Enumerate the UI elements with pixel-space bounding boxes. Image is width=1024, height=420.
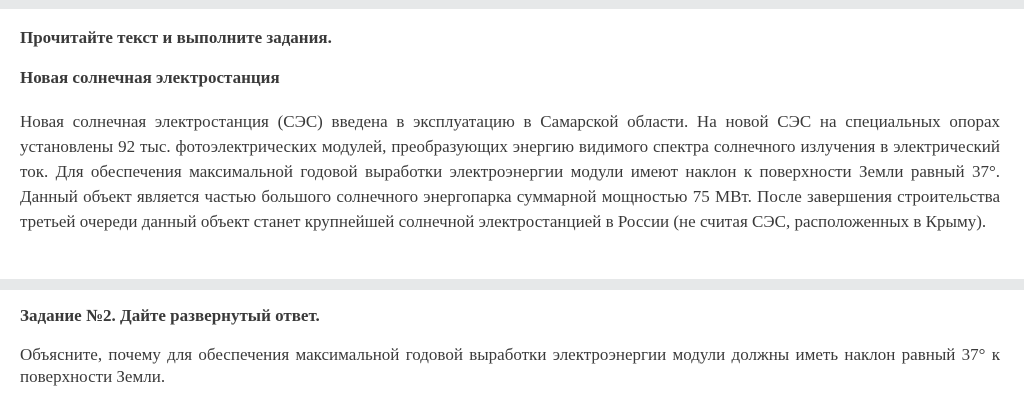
reading-panel	[0, 9, 1024, 279]
task-panel	[0, 290, 1024, 420]
article-body: Новая солнечная электростанция (СЭС) введена в эксплуатацию в Самарской области. На новой СЭС на специальных опорах установлены 92 тыс. фотоэлектрических модулей, преобразующих энергию видимого спектра солнечного излучения в электрический ток. Для обеспечения максимальной годовой выработки электроэнергии модули имеют наклон к поверхности Земли равный 37°. Данный объект является частью большого солнечного энергопарка суммарной мощностью 75 МВт. После завершения строительства третьей очереди данный объект станет крупнейшей солнечной электростанцией в России (не считая СЭС, расположенных в Крыму).	[20, 112, 1000, 231]
reading-instruction: Прочитайте текст и выполните задания.	[20, 28, 332, 47]
section-separator	[0, 279, 1024, 290]
top-separator	[0, 0, 1024, 9]
article-title: Новая солнечная электростанция	[20, 68, 280, 87]
task-question: Объясните, почему для обеспечения максимальной годовой выработки электроэнергии модули должны иметь наклон равный 37° к поверхности Земли.	[20, 345, 1000, 386]
task-title: Задание №2. Дайте развернутый ответ.	[20, 306, 320, 325]
